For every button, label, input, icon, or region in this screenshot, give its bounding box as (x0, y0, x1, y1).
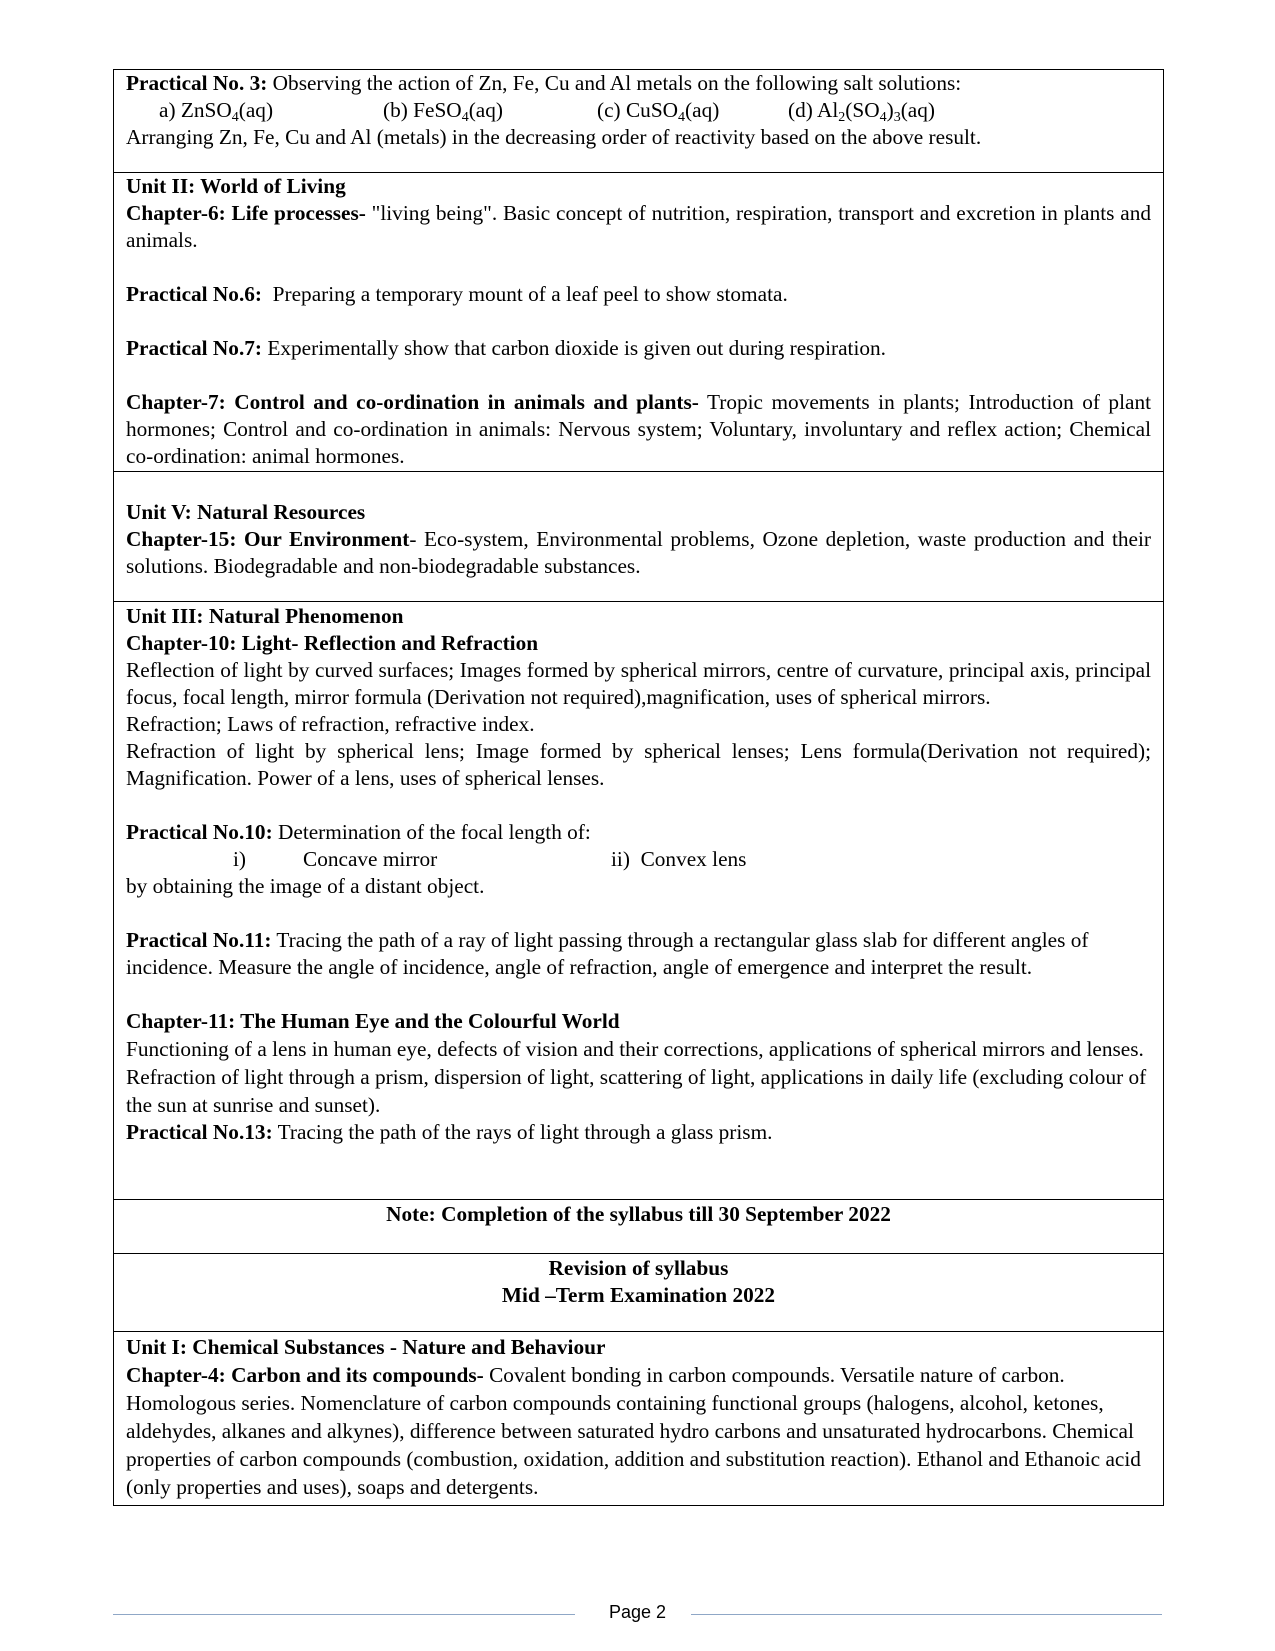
chapter-10-title: Chapter-10: Light- Reflection and Refraction (126, 631, 539, 655)
unit-2-cell (114, 173, 1163, 472)
chapter-4-para: Chapter-4: Carbon and its compounds- Covalent bonding in carbon compounds. Versatile nature of carbon. Homologous series. Nomenclature of carbon compounds containing functional groups (halogens, alcohol, ketones, aldehydes, alkanes and alkynes), difference between saturated hydro carbons and unsaturated hydrocarbons. Chemical properties of carbon compounds (combustion, oxidation, addition and substitution reaction). Ethanol and Ethanoic acid (only properties and uses), soaps and detergents. (126, 1363, 1141, 1499)
chapter-11-para: Functioning of a lens in human eye, defects of vision and their corrections, applications of spherical mirrors and lenses. Refraction of light through a prism, dispersion of light, scattering of light, applications in daily life (excluding colour of the sun at sunrise and sunset). (126, 1037, 1147, 1117)
salt-a: a) ZnSO$_4$(aq) (159, 98, 274, 125)
salt-solutions-row (126, 97, 1151, 124)
page-number: Page 2 (113, 1602, 1162, 1623)
revision-cell (114, 1254, 1163, 1332)
unit-3-title: Unit III: Natural Phenomenon (126, 604, 404, 628)
note-cell (114, 1200, 1163, 1254)
practical-3-text: Observing the action of Zn, Fe, Cu and Al metals on the following salt solutions: (267, 71, 962, 95)
unit-3-cell (114, 602, 1163, 1200)
salt-d: (d) $Al_2(SO_4)_3(aq)$ (788, 98, 935, 125)
option-i-marker: i) (233, 847, 247, 871)
revision-line-2: Mid –Term Examination 2022 (501, 1283, 776, 1307)
practical-3-cell (114, 70, 1163, 173)
practical-7-line: Practical No.7: Experimentally show that carbon dioxide is given out during respiration. (126, 336, 886, 360)
chapter-15-para: Chapter-15: Our Environment- Eco-system, Environmental problems, Ozone depletion, waste production and their solutions. Biodegradable and non-biodegradable substances. (126, 527, 1151, 578)
chapter-7-para: Chapter-7: Control and co-ordination in animals and plants- Tropic movements in plants; Introduction of plant hormones; Control and co-ordination in animals: Nervous system; Voluntary, involuntary and reflex action; Chemical co-ordination: animal hormones. (126, 390, 1152, 468)
practical-6-line: Practical No.6: Preparing a temporary mount of a leaf peel to show stomata. (126, 282, 788, 306)
page-footer (113, 1600, 1162, 1630)
practical-11-para: Practical No.11: Tracing the path of a ray of light passing through a rectangular glass slab for different angles of incidence. Measure the angle of incidence, angle of refraction, angle of emergence and interpret the result. (126, 928, 1089, 979)
unit-5-title: Unit V: Natural Resources (126, 500, 366, 524)
practical-10-by: by obtaining the image of a distant object. (126, 874, 485, 898)
unit-1-title: Unit I: Chemical Substances - Nature and Behaviour (126, 1335, 606, 1359)
arranging-text: Arranging Zn, Fe, Cu and Al (metals) in the decreasing order of reactivity based on the above result. (126, 125, 982, 149)
practical-3-line (126, 70, 1151, 97)
option-i-text: Concave mirror (303, 847, 438, 871)
note-text: Note: Completion of the syllabus till 30 September 2022 (386, 1202, 891, 1226)
practical-10-options (126, 846, 1151, 873)
salt-b: (b) FeSO$_4$(aq) (383, 98, 503, 125)
chapter-10-para-1: Reflection of light by curved surfaces; Images formed by spherical mirrors, centre of curvature, principal axis, principal focus, focal length, mirror formula (Derivation not required),magnification, uses of spherical mirrors. (126, 658, 1151, 709)
chapter-11-title: Chapter-11: The Human Eye and the Colourful World (126, 1009, 620, 1033)
practical-13-line: Practical No.13: Tracing the path of the rays of light through a glass prism. (126, 1120, 773, 1144)
salt-c: (c) CuSO$_4$(aq) (597, 98, 720, 125)
practical-3-label: Practical No. 3: (126, 71, 268, 95)
option-ii-text: ii) Convex lens (611, 847, 747, 871)
unit-2-title: Unit II: World of Living (126, 174, 346, 198)
revision-line-1: Revision of syllabus (548, 1256, 729, 1280)
practical-10-line: Practical No.10: Determination of the focal length of: (126, 820, 591, 844)
unit-5-cell (114, 472, 1163, 602)
chapter-6-para: Chapter-6: Life processes- "living being". Basic concept of nutrition, respiration, transport and excretion in plants and animals. (126, 201, 1152, 252)
syllabus-table (113, 69, 1164, 1506)
unit-1-cell (114, 1332, 1163, 1505)
chapter-10-para-3: Refraction of light by spherical lens; Image formed by spherical lenses; Lens formula(Derivation not required); Magnification. Power of a lens, uses of spherical lenses. (126, 739, 1151, 790)
chapter-10-para-2: Refraction; Laws of refraction, refractive index. (126, 712, 535, 736)
